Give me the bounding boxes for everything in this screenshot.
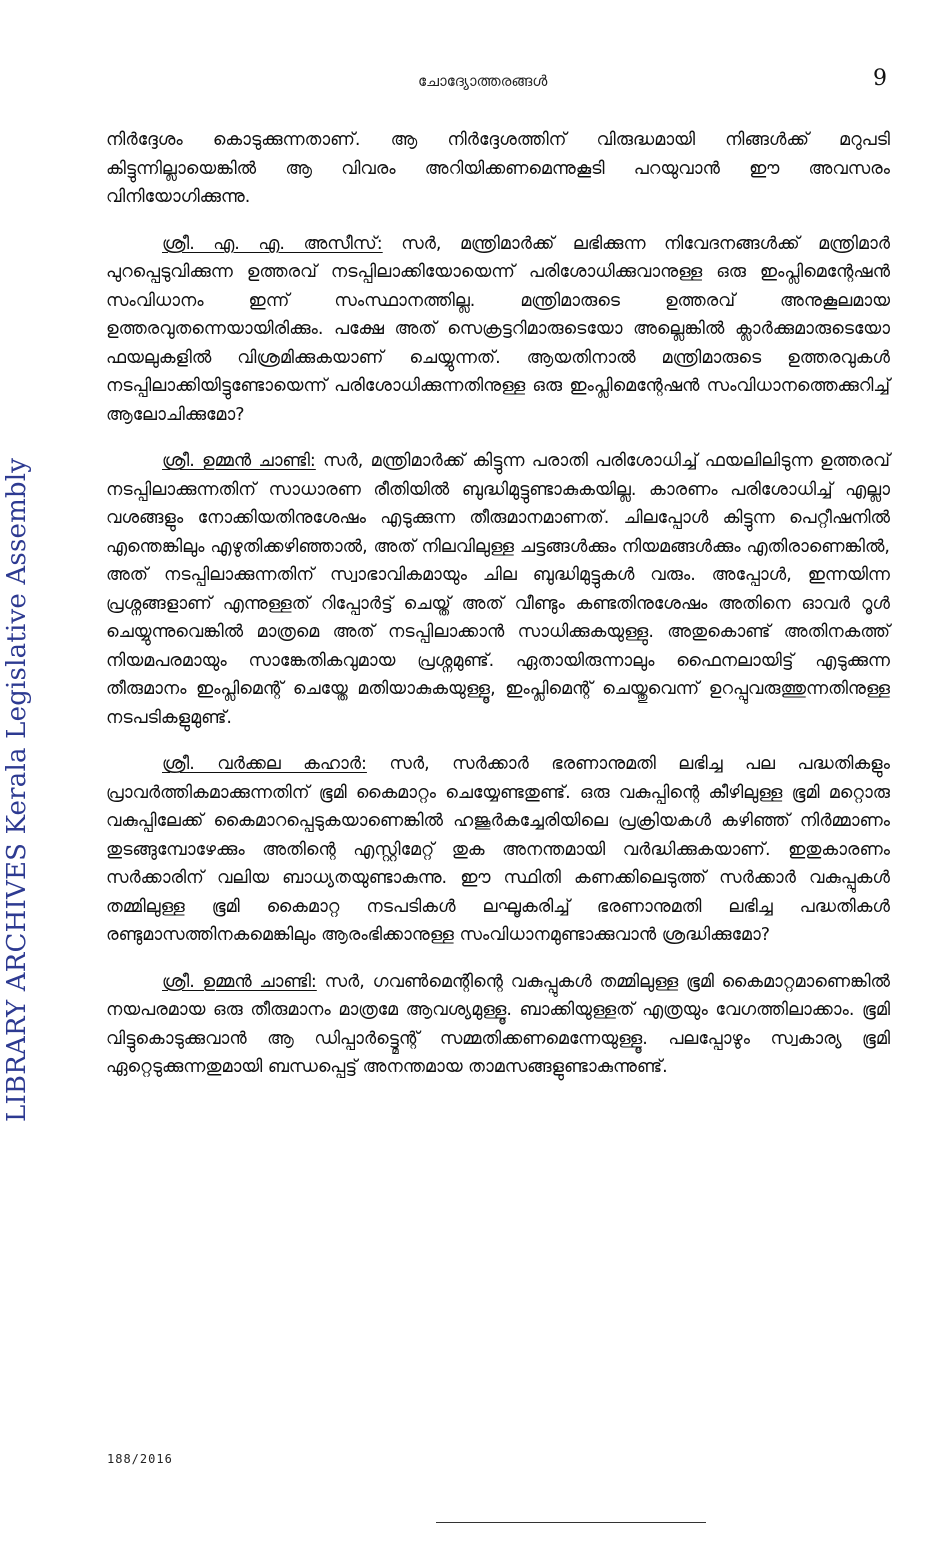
page-number: 9 bbox=[873, 66, 887, 91]
page-body bbox=[106, 126, 890, 1082]
running-title: ചോദ്യോത്തരങ്ങൾ bbox=[418, 72, 548, 90]
paragraph-text: നിർദ്ദേശം കൊടുക്കുന്നതാണ്. ആ നിർദ്ദേശത്തിന് വിരുദ്ധമായി നിങ്ങൾക്ക് മറുപടി കിട്ടുന്നില്ലായെങ്കിൽ ആ വിവരം അറിയിക്കണമെന്നുകൂടി പറയുവാൻ ഈ അവസരം വിനിയോഗിക്കുന്നു. bbox=[106, 130, 890, 207]
paragraph-text: സർ, സർക്കാർ ഭരണാനുമതി ലഭിച്ച പല പദ്ധതികളും പ്രാവർത്തികമാക്കുന്നതിന് ഭൂമി കൈമാറ്റം ചെയ്യേണ്ടതുണ്ട്. ഒരു വകുപ്പിന്റെ കീഴിലുള്ള ഭൂമി മറ്റൊരു വകുപ്പിലേക്ക് കൈമാറപ്പെടുകയാണെങ്കിൽ ഹജൂർകച്ചേരിയിലെ പ്രക്രിയകൾ കഴിഞ്ഞ് നിർമ്മാണം തുടങ്ങുമ്പോഴേക്കും അതിന്റെ എസ്റ്റിമേറ്റ് തുക അനന്തമായി വർദ്ധിക്കുകയാണ്. ഇതുകാരണം സർക്കാരിന് വലിയ ബാധ്യതയുണ്ടാകുന്നു. ഈ സ്ഥിതി കണക്കിലെടുത്ത് സർക്കാർ വകുപ്പുകൾ തമ്മിലുള്ള ഭൂമി കൈമാറ്റ നടപടികൾ ലഘൂകരിച്ച് ഭരണാനുമതി ലഭിച്ച പദ്ധതികൾ രണ്ടുമാസത്തിനകമെങ്കിലും ആരംഭിക്കാനുള്ള സംവിധാനമുണ്ടാക്കുവാൻ ശ്രദ്ധിക്കുമോ? bbox=[106, 754, 891, 945]
paragraph-oommen-chandy-reply bbox=[106, 968, 890, 1082]
bottom-rule bbox=[436, 1522, 706, 1523]
speaker-name: ശ്രീ. വർക്കല കഹാർ: bbox=[162, 754, 367, 774]
paragraph-oommen-chandy-answer bbox=[106, 447, 890, 732]
print-code: 188/2016 bbox=[107, 1452, 173, 1466]
speaker-name: ശ്രീ. ഉമ്മൻ ചാണ്ടി: bbox=[162, 971, 317, 992]
archive-watermark: LIBRARY ARCHIVES Kerala Legislative Assembly bbox=[2, 457, 32, 1122]
speaker-name: ശ്രീ. ഉമ്മൻ ചാണ്ടി: bbox=[162, 451, 316, 471]
paragraph-text: സർ, മന്ത്രിമാർക്ക് ലഭിക്കുന്ന നിവേദനങ്ങൾക്ക് മന്ത്രിമാർ പുറപ്പെടുവിക്കുന്ന ഉത്തരവ് നടപ്പിലാക്കിയോയെന്ന് പരിശോധിക്കുവാനുള്ള ഒരു ഇംപ്ലിമെന്റേഷൻ സംവിധാനം ഇന്ന് സംസ്ഥാനത്തില്ല. മന്ത്രിമാരുടെ ഉത്തരവ് അനുകൂലമായ ഉത്തരവുതന്നെയായിരിക്കും. പക്ഷേ അത് സെക്രട്ടറിമാരുടെയോ അല്ലെങ്കിൽ ക്ലാർക്കുമാരുടെയോ ഫയലുകളിൽ വിശ്രമിക്കുകയാണ് ചെയ്യുന്നത്. ആയതിനാൽ മന്ത്രിമാരുടെ ഉത്തരവുകൾ നടപ്പിലാക്കിയിട്ടുണ്ടോയെന്ന് പരിശോധിക്കുന്നതിനുള്ള ഒരു ഇംപ്ലിമെന്റേഷൻ സംവിധാനത്തെക്കുറിച്ച് ആലോചിക്കുമോ? bbox=[106, 233, 890, 425]
paragraph-aziz-question bbox=[106, 230, 890, 430]
speaker-name: ശ്രീ. എ. എ. അസീസ്: bbox=[162, 233, 383, 254]
paragraph-continuation bbox=[106, 126, 890, 212]
paragraph-text: സർ, മന്ത്രിമാർക്ക് കിട്ടുന്ന പരാതി പരിശോധിച്ച് ഫയലിലിടുന്ന ഉത്തരവ് നടപ്പിലാക്കുന്നതിന് സാധാരണ രീതിയിൽ ബുദ്ധിമുട്ടുണ്ടാകുകയില്ല. കാരണം പരിശോധിച്ച് എല്ലാ വശങ്ങളും നോക്കിയതിനുശേഷം എടുക്കുന്ന തീരുമാനമാണത്. ചിലപ്പോൾ കിട്ടുന്ന പെറ്റീഷനിൽ എന്തെങ്കിലും എഴുതിക്കഴിഞ്ഞാൽ, അത് നിലവിലുള്ള ചട്ടങ്ങൾക്കും നിയമങ്ങൾക്കും എതിരാണെങ്കിൽ, അത് നടപ്പിലാക്കുന്നതിന് സ്വാഭാവികമായും ചില ബുദ്ധിമുട്ടുകൾ വരും. അപ്പോൾ, ഇന്നയിന്ന പ്രശ്നങ്ങളാണ് എന്നുള്ളത് റിപ്പോർട്ട് ചെയ്ത് അത് വീണ്ടും കണ്ടതിനുശേഷം അതിനെ ഓവർ റൂൾ ചെയ്യുന്നുവെങ്കിൽ മാത്രമെ അത് നടപ്പിലാക്കാൻ സാധിക്കുകയുള്ളു. അതുകൊണ്ട് അതിനകത്ത് നിയമപരമായും സാങ്കേതികവുമായ പ്രശ്നമുണ്ട്. ഏതായിരുന്നാലും ഫൈനലായിട്ട് എടുക്കുന്ന തീരുമാനം ഇംപ്ലിമെന്റ് ചെയ്തേ മതിയാകുകയുള്ളൂ, ഇംപ്ലിമെന്റ് ചെയ്തുവെന്ന് ഉറപ്പുവരുത്തുന്നതിനുള്ള നടപടികളുമുണ്ട്. bbox=[106, 451, 890, 728]
paragraph-varkala-kahar-question bbox=[106, 750, 890, 950]
paragraph-text: സർ, ഗവൺമെന്റിന്റെ വകുപ്പുകൾ തമ്മിലുള്ള ഭൂമി കൈമാറ്റമാണെങ്കിൽ നയപരമായ ഒരു തീരുമാനം മാത്രമേ ആവശ്യമുള്ളൂ. ബാക്കിയുള്ളത് എത്രയും വേഗത്തിലാക്കാം. ഭൂമി വിട്ടുകൊടുക്കുവാൻ ആ ഡിപ്പാർട്ട്മെന്റ് സമ്മതിക്കണമെന്നേയുള്ളൂ. പലപ്പോഴും സ്വകാര്യ ഭൂമി ഏറ്റെടുക്കുന്നതുമായി ബന്ധപ്പെട്ട് അനന്തമായ താമസങ്ങളുണ്ടാകുന്നുണ്ട്. bbox=[106, 971, 890, 1077]
